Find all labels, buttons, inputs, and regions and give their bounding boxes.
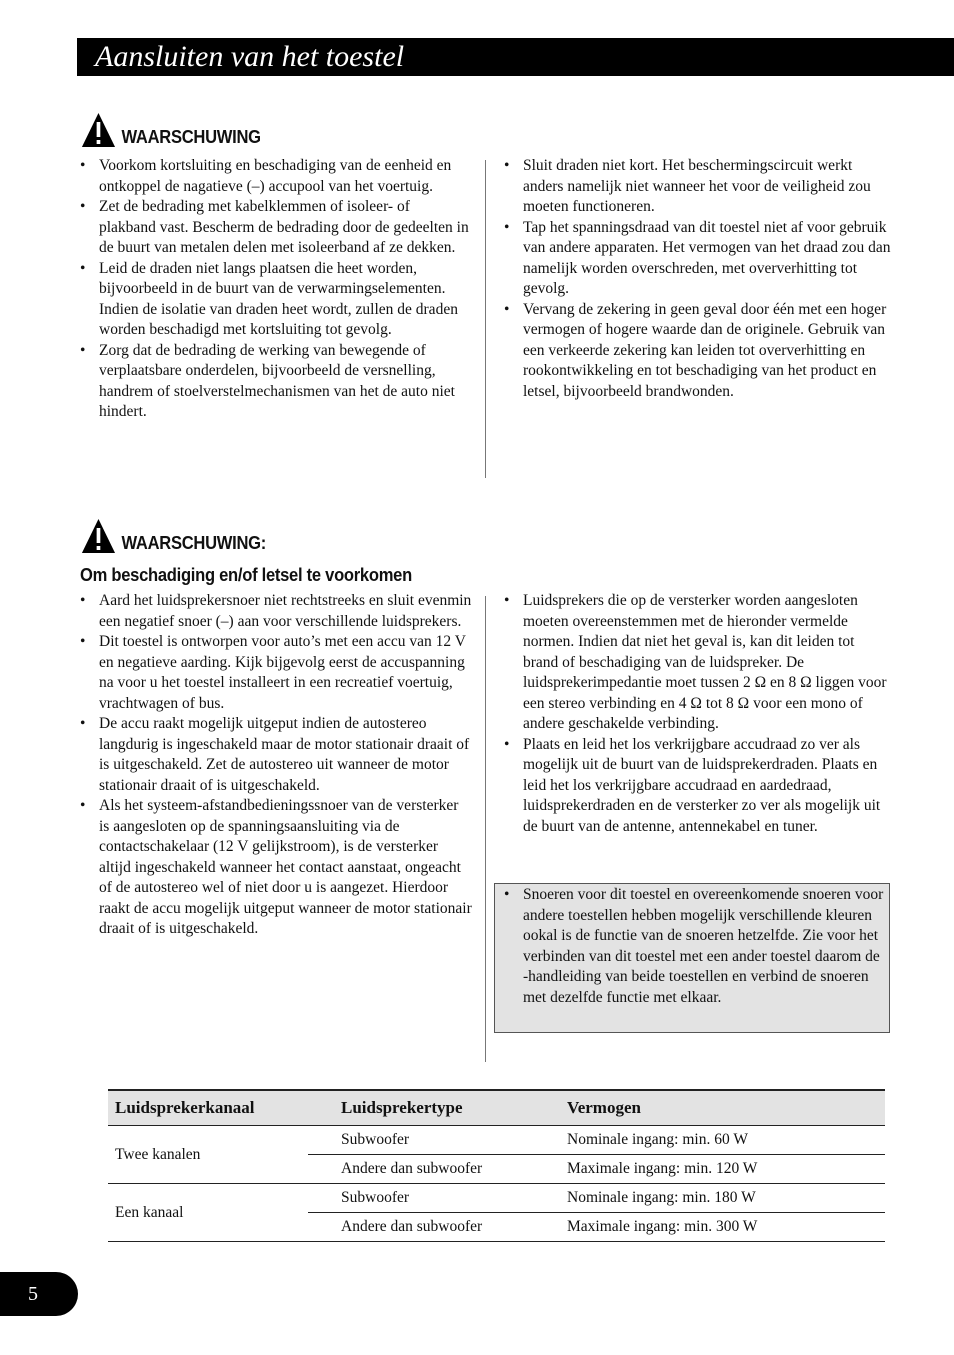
power-cell: Nominale ingang: min. 60 W (534, 1126, 885, 1155)
warning2-left-list (80, 591, 472, 940)
column-divider-2 (485, 596, 486, 1062)
list-item: • Plaats en leid het los verkrijgbare accudraad zo ver als mogelijk uit de buurt van de luidsprekerdraden. Plaats en leid het los verkrijgbare accudraad en aardedraad, luidsprekerdraden en de versterker zo ver als mogelijk uit de buurt van de antenne, antennekabel en tuner. (504, 735, 892, 838)
list-item: • Als het systeem-afstandbedieningssnoer van de versterker is aangesloten op de spanningsaansluiting via de contactschakelaar (12 V gelijkstroom), is de versterker altijd ingeschakeld wanneer het contact aanstaat, ongeacht of de autostereo wel of niet door u is aangezet. Hierdoor raakt de accu mogelijk uitgeput wanneer de motor stationair draait of is uitgeschakeld. (80, 796, 472, 940)
warning-subheading: Om beschadiging en/of letsel te voorkomen (80, 565, 412, 585)
warning-heading-2 (81, 518, 266, 554)
type-cell: Subwoofer (308, 1184, 534, 1213)
page-number: 5 (0, 1272, 78, 1316)
list-item: • Tap het spanningsdraad van dit toestel niet af voor gebruik van andere apparaten. Het vermogen van het draad zou dan namelijk worden overschreden, met oververhitting tot gevolg. (504, 218, 892, 300)
power-cell: Nominale ingang: min. 180 W (534, 1184, 885, 1213)
list-item: • De accu raakt mogelijk uitgeput indien de autostereo langdurig is ingeschakeld maar de motor stationair draait of is uitgeschakeld. Zet de autostereo uit wanneer de motor stationair draait of is uitgeschakeld. (80, 714, 472, 796)
speaker-spec-table (108, 1089, 885, 1242)
warning-triangle-icon (81, 112, 116, 148)
table-row (108, 1126, 885, 1155)
warning-triangle-icon (81, 518, 116, 554)
table-header-row (108, 1090, 885, 1126)
header-power: Vermogen (534, 1090, 885, 1126)
warning2-right-list (504, 591, 892, 837)
warning-heading-text-2: WAARSCHUWING: (121, 533, 267, 553)
list-item: • Voorkom kortsluiting en beschadiging van de eenheid en ontkoppel de nagatieve (–) accupool van het voertuig. (80, 156, 470, 197)
channel-cell: Een kanaal (108, 1184, 308, 1242)
column-divider-1 (485, 160, 486, 478)
power-cell: Maximale ingang: min. 300 W (534, 1213, 885, 1242)
warning1-left-list (80, 156, 470, 423)
list-item: • Vervang de zekering in geen geval door één met een hoger vermogen of hogere waarde dan de originele. Gebruik van een verkeerde zekering kan leiden tot oververhitting en rookontwikkeling en tot beschadiging van het product en letsel, bijvoorbeeld brandwonden. (504, 300, 892, 403)
type-cell: Subwoofer (308, 1126, 534, 1155)
note-item: • Snoeren voor dit toestel en overeenkomende snoeren voor andere toestellen hebben mogelijk verschillende kleuren ookal is de functie van de snoeren hetzelfde. Zie voor het verbinden van dit toestel met een ander toestel daarom de -handleiding van beide toestellen en verbind de snoeren met dezelfde functie met elkaar. (504, 885, 886, 1008)
list-item: • Leid de draden niet langs plaatsen die heet worden, bijvoorbeeld in de buurt van de verwarmingselementen. Indien de isolatie van draden heet wordt, zullen de draden worden beschadigd met kortsluiting tot gevolg. (80, 259, 470, 341)
list-item: • Sluit draden niet kort. Het beschermingscircuit werkt anders namelijk niet wanneer het voor de veiligheid zou moeten functioneren. (504, 156, 892, 218)
table-row (108, 1184, 885, 1213)
list-item: • Zet de bedrading met kabelklemmen of isoleer- of plakband vast. Bescherm de bedrading door de gedeelten in de buurt van metalen delen met isoleerband af ze dekken. (80, 197, 470, 259)
list-item: • Zorg dat de bedrading de werking van bewegende of verplaatsbare onderdelen, bijvoorbeeld de versnelling, handrem of stoelverstelmechanismen van het de auto niet hindert. (80, 341, 470, 423)
header-type: Luidsprekertype (308, 1090, 534, 1126)
header-channel: Luidsprekerkanaal (108, 1090, 308, 1126)
warning-heading-1 (81, 112, 261, 148)
warning-heading-text-1: WAARSCHUWING (121, 127, 261, 147)
channel-cell: Twee kanalen (108, 1126, 308, 1184)
list-item: • Aard het luidsprekersnoer niet rechtstreeks en sluit evenmin een negatief snoer (–) aan voor verschillende luidsprekers. (80, 591, 472, 632)
list-item: • Dit toestel is ontworpen voor auto’s met een accu van 12 V en negatieve aarding. Kijk bijgevolg eerst de accuspanning na voor u het toestel installeert in een recreatief voertuig, vrachtwagen of bus. (80, 632, 472, 714)
type-cell: Andere dan subwoofer (308, 1213, 534, 1242)
type-cell: Andere dan subwoofer (308, 1155, 534, 1184)
power-cell: Maximale ingang: min. 120 W (534, 1155, 885, 1184)
warning1-right-list (504, 156, 892, 402)
list-item: • Luidsprekers die op de versterker worden aangesloten moeten overeenstemmen met de hieronder vermelde normen. Indien dat niet het geval is, kan dit leiden tot brand of beschadiging van de luidspreker. De luidsprekerimpedantie moet tussen 2 Ω en 8 Ω liggen voor een stereo verbinding en 4 Ω tot 8 Ω voor een mono of andere geschakelde verbinding. (504, 591, 892, 735)
page-title: Aansluiten van het toestel (95, 40, 405, 73)
header-bar (77, 38, 954, 76)
note-list (504, 885, 886, 1008)
